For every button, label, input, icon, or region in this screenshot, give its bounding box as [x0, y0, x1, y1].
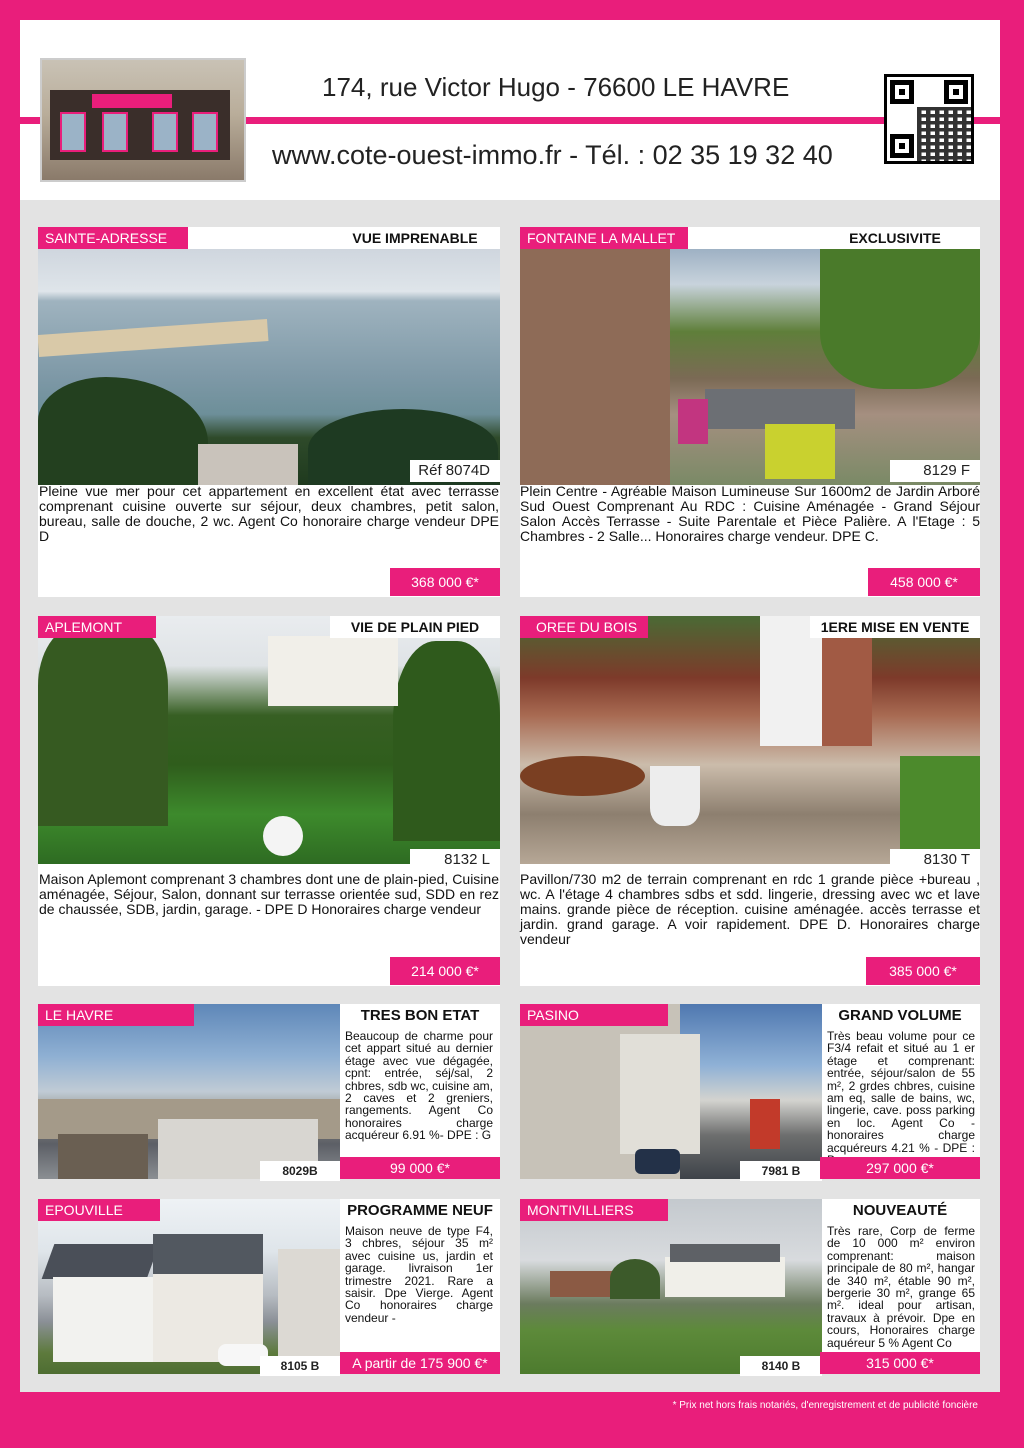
listing-photo [38, 1199, 340, 1374]
reference-number: 8132 L [410, 849, 500, 871]
feature-tag: 1ERE MISE EN VENTE [810, 616, 980, 638]
listing-photo [520, 1004, 822, 1179]
price-badge: 315 000 €* [820, 1352, 980, 1374]
top-border [0, 0, 1024, 20]
agency-address: 174, rue Victor Hugo - 76600 LE HAVRE [322, 72, 790, 102]
feature-tag: PROGRAMME NEUF [347, 1202, 493, 1219]
listing-card-oree-du-bois[interactable] [520, 616, 980, 986]
listing-photo [520, 616, 980, 864]
listing-description: Plein Centre - Agréable Maison Lumineuse Sur 1600m2 de Jardin Arboré Sud Ouest Comprenant Au RDC : Cuisine Aménagée - Grand Séjour Salon Accès Terrasse - Suite Parentale et Pièce Palière. A l'Etage : 5 Chambres - 2 Salle... Honoraires charge vendeur. DPE C. [520, 483, 980, 544]
location-tag: EPOUVILLE [38, 1199, 160, 1221]
price-badge: 99 000 €* [340, 1157, 500, 1179]
listing-photo [520, 249, 980, 485]
location-tag: LE HAVRE [38, 1004, 194, 1026]
feature-tag: TRES BON ETAT [360, 1007, 480, 1024]
listing-card-sainte-adresse[interactable] [38, 227, 500, 597]
feature-tag: NOUVEAUTÉ [852, 1202, 948, 1219]
listing-card-pasino[interactable] [520, 1004, 980, 1179]
location-tag: PASINO [520, 1004, 668, 1026]
reference-number: Réf 8074D [410, 460, 500, 482]
price-badge: 214 000 €* [390, 957, 500, 985]
listing-photo [38, 249, 500, 485]
feature-tag: VIE DE PLAIN PIED [330, 616, 500, 638]
listing-description: Pleine vue mer pour cet appartement en excellent état avec terrasse comprenant cuisine ouverte sur séjour, deux chambres, petit salon, bureau, salle de douche, 2 wc. Agent Co honoraire charge vendeur DPE D [39, 483, 499, 544]
location-tag: MONTIVILLIERS [520, 1199, 668, 1221]
listing-card-aplemont[interactable] [38, 616, 500, 986]
location-tag: OREE DU BOIS [520, 616, 648, 638]
location-tag: APLEMONT [38, 616, 156, 638]
reference-number: 8129 F [890, 460, 980, 482]
reference-number: 8029B [260, 1161, 340, 1181]
price-badge: 458 000 €* [868, 568, 980, 596]
right-border [1000, 0, 1024, 1448]
reference-number: 8105 B [260, 1356, 340, 1376]
feature-tag: VUE IMPRENABLE [330, 227, 500, 249]
listing-card-fontaine-la-mallet[interactable] [520, 227, 980, 597]
price-badge: 297 000 €* [820, 1157, 980, 1179]
reference-number: 8140 B [740, 1356, 822, 1376]
agency-contact[interactable]: www.cote-ouest-immo.fr - Tél. : 02 35 19 32 40 [272, 140, 833, 170]
listing-description: Pavillon/730 m2 de terrain comprenant en rdc 1 grande pièce +bureau , wc. A l'étage 4 chambres sdbs et sdd. lingerie, dressing avec wc et lave mains. grande pièce de réception. cuisine aménagée. accès terrasse et jardin. grand garage. A voir rapidement. DPE D. Honoraires charge vendeur [520, 871, 980, 947]
listing-description: Maison neuve de type F4, 3 chbres, séjour 35 m² avec cuisine us, jardin et garage. livraison 1er trimestre 2021. Rare a saisir. Dpe Vierge. Agent Co honoraires charge vendeur - [345, 1224, 493, 1325]
listing-photo [520, 1199, 822, 1374]
price-badge: A partir de 175 900 €* [340, 1352, 500, 1374]
header-divider-left [20, 117, 40, 124]
location-tag: SAINTE-ADRESSE [38, 227, 188, 249]
listing-photo [38, 616, 500, 864]
left-border [0, 0, 20, 1448]
price-badge: 385 000 €* [866, 957, 980, 985]
listing-description: Maison Aplemont comprenant 3 chambres dont une de plain-pied, Cuisine aménagée, Séjour, Salon, donnant sur terrasse orientée sud, SDD en rez de chaussée, SDB, jardin, garage. - DPE D Honoraires charge vendeur [39, 871, 499, 917]
price-footnote: * Prix net hors frais notariés, d'enregistrement et de publicité foncière [672, 1400, 978, 1411]
location-tag: FONTAINE LA MALLET [520, 227, 688, 249]
listing-card-montivilliers[interactable] [520, 1199, 980, 1374]
reference-number: 7981 B [740, 1161, 822, 1181]
listing-card-epouville[interactable] [38, 1199, 500, 1374]
reference-number: 8130 T [890, 849, 980, 871]
price-badge: 368 000 €* [390, 568, 500, 596]
qr-code-icon[interactable] [884, 74, 974, 164]
listing-description: Très rare, Corp de ferme de 10 000 m² environ comprenant: maison principale de 80 m², hangar de 340 m², étable 90 m², bergerie 30 m², grange 65 m². ideal pour artisan, travaux à prévoir. Dpe en cours, Honoraires charge aquéreur 5 % Agent Co [827, 1224, 975, 1350]
listing-description: Très beau volume pour ce F3/4 refait et situé au 1 er étage et comprenant: entrée, séjour/salon de 55 m², 2 grdes chbres, cuisine am eq, salle de bains, wc, lingerie, cave. poss parking en loc. Agent Co - honoraires charge acquéreurs 4.21 % - DPE : [827, 1029, 975, 1155]
listing-card-le-havre[interactable] [38, 1004, 500, 1179]
feature-tag: GRAND VOLUME [838, 1007, 962, 1024]
feature-tag: EXCLUSIVITE [810, 227, 980, 249]
listing-photo [38, 1004, 340, 1179]
listing-description: Beaucoup de charme pour cet appart situé au dernier étage avec vue dégagée, cpnt: entrée, séj/sal, 2 chbres, sdb wc, cuisine am, 2 caves et 2 greniers, rangements. Agent Co honoraires charge acquéreur 6.91 %- DPE : G [345, 1029, 493, 1143]
agency-storefront-image [40, 58, 246, 182]
